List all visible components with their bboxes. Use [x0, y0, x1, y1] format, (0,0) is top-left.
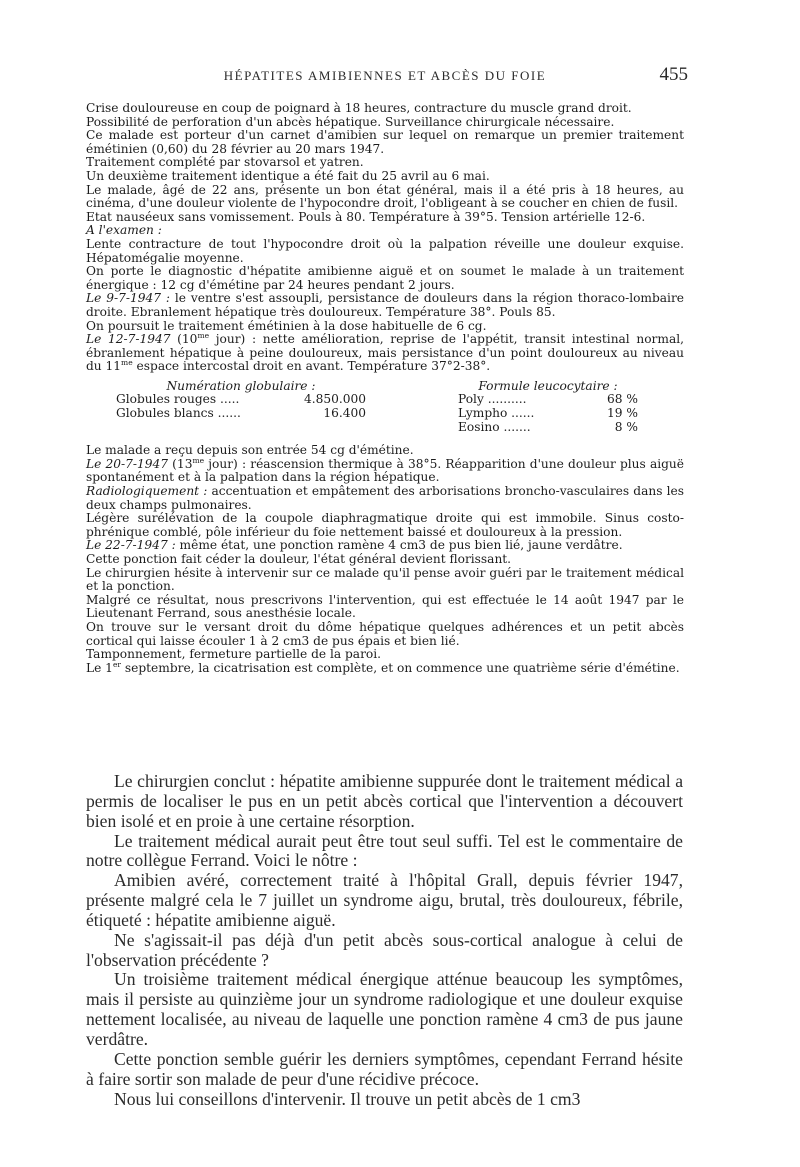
date-label: Le 9-7-1947 : [86, 291, 170, 306]
commentary-block [86, 772, 683, 1109]
paragraph: Ce malade est porteur d'un carnet d'amibien sur lequel on remarque un premier traitement émétinien (0,60) du 28 février au 20 mars 1947. [86, 128, 684, 156]
page-number: 455 [659, 64, 688, 85]
numeration-title: Numération globulaire : [166, 378, 316, 393]
count-row [458, 393, 638, 407]
radiology-label: Radiologiquement : [86, 484, 208, 499]
paragraph: Cette ponction semble guérir les derniers symptômes, cependant Ferrand hésite à faire sortir son malade de peur d'une récidive précoce. [86, 1048, 683, 1089]
paragraph: Le malade, âgé de 22 ans, présente un bon état général, mais il a été pris à 18 heures, au cinéma, d'une douleur violente de l'hypocondre droit, l'obligeant à se coucher en chien de fusil. [86, 182, 684, 211]
paragraph-text: même état, une ponction ramène 4 cm3 de pus bien lié, jaune verdâtre. [175, 538, 623, 553]
count-label: Globules rouges ..... [116, 392, 240, 407]
paragraph: Le chirurgien conclut : hépatite amibienne suppurée dont le traitement médical a permis de localiser le pus en un petit abcès cortical que l'intervention a découvert bien isolé et en proie à une certaine résorption. [86, 771, 683, 831]
count-label: Poly .......... [458, 392, 527, 407]
running-header [86, 64, 688, 88]
dated-paragraph [86, 659, 684, 676]
paragraph: Un deuxième traitement identique a été fait du 25 avril au 6 mai. [86, 168, 490, 183]
paragraph: Cette ponction fait céder la douleur, l'état général devient florissant. [86, 552, 512, 566]
paragraph-text: (13 [168, 456, 193, 471]
paragraph: Un troisième traitement médical énergique atténue beaucoup les symptômes, mais il persiste au quinzième jour un syndrome radiologique et une douleur exquise nettement localisée, au niveau de laquelle une ponction ramène 4 cm3 de pus jaune verdâtre. [86, 969, 683, 1049]
count-row [116, 407, 366, 421]
paragraph: Crise douloureuse en coup de poignard à 18 heures, contracture du muscle grand droit. [86, 101, 632, 115]
formule-title: Formule leucocytaire : [478, 378, 618, 393]
paragraph: Le chirurgien hésite à intervenir sur ce malade qu'il pense avoir guéri par le traitement médical et la ponction. [86, 565, 684, 594]
paragraph-text: Le 1 [86, 660, 113, 675]
paragraph-text: (10 [170, 332, 198, 347]
date-label: Le 12-7-1947 [86, 332, 171, 347]
paragraph: Légère surélévation de la coupole diaphragmatique droite qui est immobile. Sinus costo-phrénique comblé, pôle inférieur du foie nettement baissé et douloureux à la pression. [86, 511, 684, 539]
count-row [458, 407, 638, 421]
superscript: me [197, 331, 210, 341]
paragraph: On trouve sur le versant droit du dôme hépatique quelques adhérences et un petit abcès cortical qui laisse écouler 1 à 2 cm3 de pus épais et bien lié. [86, 619, 684, 648]
count-value: 4.850.000 [303, 392, 366, 407]
paragraph-text: jour) : nette amélioration, reprise de l'appétit, transit intestinal normal, ébranlement hépatique à peine douloureux, mais persistance d'un point douloureux au niveau du 11 [86, 332, 684, 374]
paragraph-text: accentuation et empâtement des arborisations broncho-vasculaires dans les deux champs pulmonaires. [86, 484, 684, 512]
paragraph: Malgré ce résultat, nous prescrivons l'intervention, qui est effectuée le 14 août 1947 par le Lieutenant Ferrand, sous anesthésie locale. [86, 592, 684, 621]
blood-count-block [86, 380, 684, 434]
paragraph: Le traitement médical aurait peut être tout seul suffi. Tel est le commentaire de notre collègue Ferrand. Voici le nôtre : [86, 830, 683, 871]
paragraph: Traitement complété par stovarsol et yatren. [86, 155, 364, 170]
paragraph: Tamponnement, fermeture partielle de la paroi. [86, 647, 382, 662]
paragraph: Le malade a reçu depuis son entrée 54 cg d'émétine. [86, 443, 414, 458]
date-label: Le 20-7-1947 [86, 456, 168, 471]
superscript: me [121, 358, 133, 368]
superscript: me [192, 455, 205, 465]
count-label: Globules blancs ...... [116, 406, 241, 421]
count-row [458, 421, 638, 435]
paragraph: Ne s'agissait-il pas déjà d'un petit abcès sous-cortical analogue à celui de l'observation précédente ? [86, 929, 683, 970]
paragraph-text: septembre, la cicatrisation est complète, et on commence une quatrième série d'émétine. [121, 660, 680, 675]
count-label: Lympho ...... [458, 406, 535, 421]
paragraph: On porte le diagnostic d'hépatite amibienne aiguë et on soumet le malade à un traitement énergique : 12 cg d'émétine par 24 heures pendant 2 jours. [86, 264, 684, 292]
count-label: Eosino ....... [458, 419, 531, 434]
count-value: 16.400 [323, 406, 366, 421]
running-title: HÉPATITES AMIBIENNES ET ABCÈS DU FOIE [223, 68, 547, 83]
paragraph-text: le ventre s'est assoupli, persistance de douleurs dans la région thoraco-lombaire droite. Ebranlement hépatique très douloureux. Température 38°. Pouls 85. [86, 291, 684, 319]
count-value: 19 % [607, 406, 638, 421]
date-label: Le 22-7-1947 : [86, 538, 176, 553]
paragraph: Lente contracture de tout l'hypocondre droit où la palpation réveille une douleur exquise. Hépatomégalie moyenne. [86, 236, 684, 265]
radiology-paragraph [86, 485, 684, 512]
paragraph-text: jour) : réascension thermique à 38°5. Réapparition d'une douleur plus aiguë spontanément et à la palpation dans la région hépatique. [86, 456, 684, 485]
paragraph-text: espace intercostal droit en avant. Température 37°2-38°. [132, 359, 491, 374]
dated-paragraph [86, 333, 684, 374]
section-heading: A l'examen : [86, 223, 162, 238]
count-value: 68 % [607, 392, 638, 407]
dated-paragraph [86, 292, 684, 319]
paragraph: On poursuit le traitement émétinien à la dose habituelle de 6 cg. [86, 318, 487, 333]
dated-paragraph [86, 539, 684, 553]
paragraph: Amibien avéré, correctement traité à l'hôpital Grall, depuis février 1947, présente malgré cela le 7 juillet un syndrome aigu, brutal, très douloureux, fébrile, étiqueté : hépatite amibienne aiguë. [86, 870, 683, 930]
count-value: 8 % [614, 419, 638, 434]
formule-column [458, 380, 684, 434]
superscript: er [112, 659, 122, 669]
numeration-column [86, 380, 366, 434]
observation-block [86, 102, 684, 675]
count-row [116, 393, 366, 407]
paragraph: Possibilité de perforation d'un abcès hépatique. Surveillance chirurgicale nécessaire. [86, 114, 615, 129]
paragraph: Etat nauséeux sans vomissement. Pouls à 80. Température à 39°5. Tension artérielle 12-6. [86, 209, 646, 224]
paragraph: Nous lui conseillons d'intervenir. Il trouve un petit abcès de 1 cm3 [114, 1088, 581, 1109]
dated-paragraph [86, 455, 684, 485]
